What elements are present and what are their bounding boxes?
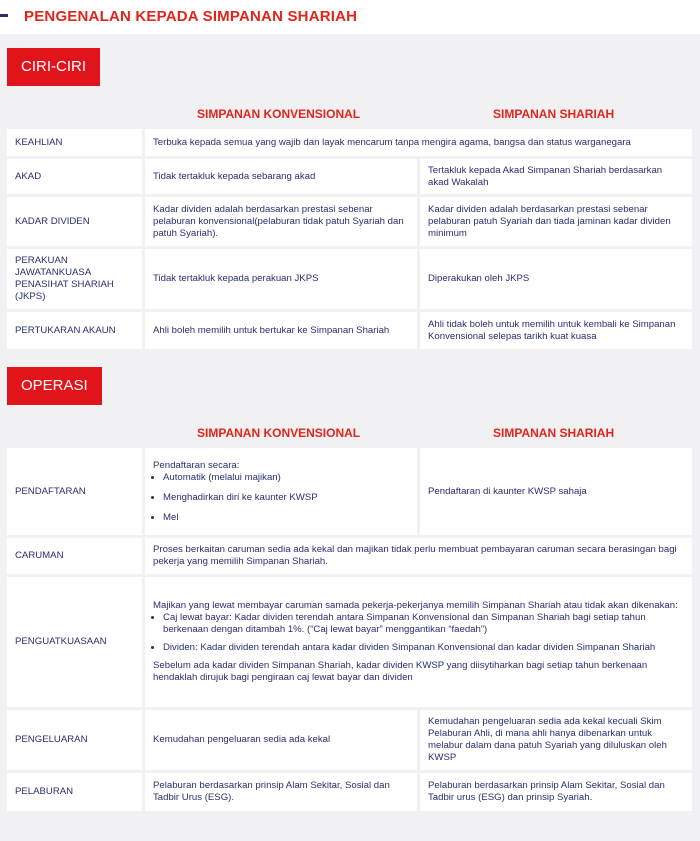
row-value-shariah: Pelaburan berdasarkan prinsip Alam Sekitar, Sosial dan Tadbir urus (ESG) dan prinsip Syariah. — [420, 773, 692, 811]
ciri-ciri-tag: CIRI-CIRI — [7, 48, 100, 86]
operasi-col-header-shariah: SIMPANAN SHARIAH — [493, 426, 615, 440]
table-row-perakuan-jkps — [7, 249, 692, 309]
list-item: • Mel — [163, 512, 318, 524]
operasi-col-header-konvensional: SIMPANAN KONVENSIONAL — [197, 426, 361, 440]
row-label: KADAR DIVIDEN — [7, 197, 142, 246]
row-value-shariah: Diperakukan oleh JKPS — [420, 249, 692, 309]
list-item: • Menghadirkan diri ke kaunter KWSP — [163, 492, 318, 504]
table-row-keahlian — [7, 129, 692, 156]
row-value-konvensional: Kadar dividen adalah berdasarkan prestasi sebenar pelaburan konvensional(pelaburan tidak patuh Syariah dan patuh Syariah). — [145, 197, 417, 246]
table-row-pengeluaran — [7, 710, 692, 770]
table-row-pertukaran-akaun — [7, 312, 692, 349]
pendaftaran-intro: Pendaftaran secara: — [153, 459, 240, 471]
row-value-konvensional: Ahli boleh memilih untuk bertukar ke Simpanan Shariah — [145, 312, 417, 349]
page-header — [0, 0, 700, 34]
row-value-konvensional: Tidak tertakluk kepada sebarang akad — [145, 159, 417, 194]
row-label: PERAKUAN JAWATANKUASA PENASIHAT SHARIAH (JKPS) — [7, 249, 142, 309]
row-label: KEAHLIAN — [7, 129, 142, 156]
row-value-shariah: Pendaftaran di kaunter KWSP sahaja — [420, 448, 692, 535]
row-value-shared — [145, 577, 692, 707]
row-value-konvensional — [145, 448, 417, 535]
ciri-col-header-konvensional: SIMPANAN KONVENSIONAL — [197, 107, 361, 121]
ciri-col-header-shariah: SIMPANAN SHARIAH — [493, 107, 615, 121]
penguatkuasaan-outro: Sebelum ada kadar dividen Simpanan Shariah, kadar dividen KWSP yang diisytiharkan bagi setiap tahun berkenaan hendaklah dirujuk bagi pengiraan caj lewat bayar dan dividen — [153, 660, 648, 683]
row-value-shared: Proses berkaitan caruman sedia ada kekal dan majikan tidak perlu membuat pembayaran caruman secara berasingan bagi pekerja yang memilih Simpanan Shariah. — [145, 538, 692, 574]
page-title: PENGENALAN KEPADA SIMPANAN SHARIAH — [24, 8, 358, 25]
table-row-penguatkuasaan — [7, 577, 692, 707]
penguatkuasaan-intro: Majikan yang lewat membayar caruman samada pekerja-pekerjanya memilih Simpanan Shariah atau tidak akan dikenakan: — [153, 600, 678, 611]
row-value-shared: Terbuka kepada semua yang wajib dan layak mencarum tanpa mengira agama, bangsa dan status warganegara — [145, 129, 692, 156]
row-value-shariah: Kadar dividen adalah berdasarkan prestasi sebenar pelaburan patuh Syariah dan tiada jaminan kadar dividen minimum — [420, 197, 692, 246]
table-row-kadar-dividen — [7, 197, 692, 246]
list-item: • Caj lewat bayar: Kadar dividen terendah antara Simpanan Konvensional dan Simpanan Shariah bagi setiap tahun berkenaan dengan ditambah 1%. (“Caj lewat bayar” menggantikan “faedah”) — [163, 612, 684, 636]
row-label: PELABURAN — [7, 773, 142, 811]
row-value-shariah: Ahli tidak boleh untuk memilih untuk kembali ke Simpanan Konvensional selepas tarikh kuat kuasa — [420, 312, 692, 349]
row-label: CARUMAN — [7, 538, 142, 574]
row-value-konvensional: Kemudahan pengeluaran sedia ada kekal — [145, 710, 417, 770]
operasi-tag: OPERASI — [7, 367, 102, 405]
row-value-konvensional: Tidak tertakluk kepada perakuan JKPS — [145, 249, 417, 309]
row-value-konvensional: Pelaburan berdasarkan prinsip Alam Sekitar, Sosial dan Tadbir Urus (ESG). — [145, 773, 417, 811]
list-item: • Dividen: Kadar dividen terendah antara kadar dividen Simpanan Konvensional dan kadar dividen Simpanan Shariah — [163, 642, 684, 654]
row-label: PENGELUARAN — [7, 710, 142, 770]
list-item: • Automatik (melalui majikan) — [163, 472, 318, 484]
row-value-shariah: Kemudahan pengeluaran sedia ada kekal kecuali Skim Pelaburan Ahli, di mana ahli hanya dibenarkan untuk melabur dalam dana patuh Syariah yang diluluskan oleh KWSP — [420, 710, 692, 770]
table-row-pendaftaran — [7, 448, 692, 535]
row-label: AKAD — [7, 159, 142, 194]
row-value-shariah: Tertakluk kepada Akad Simpanan Shariah berdasarkan akad Wakalah — [420, 159, 692, 194]
row-label: PENGUATKUASAAN — [7, 577, 142, 707]
row-label: PERTUKARAN AKAUN — [7, 312, 142, 349]
header-accent-bar — [0, 14, 8, 17]
table-row-akad — [7, 159, 692, 194]
table-row-caruman — [7, 538, 692, 574]
table-row-pelaburan — [7, 773, 692, 811]
pendaftaran-list — [153, 472, 318, 524]
row-label: PENDAFTARAN — [7, 448, 142, 535]
penguatkuasaan-list — [153, 612, 684, 654]
